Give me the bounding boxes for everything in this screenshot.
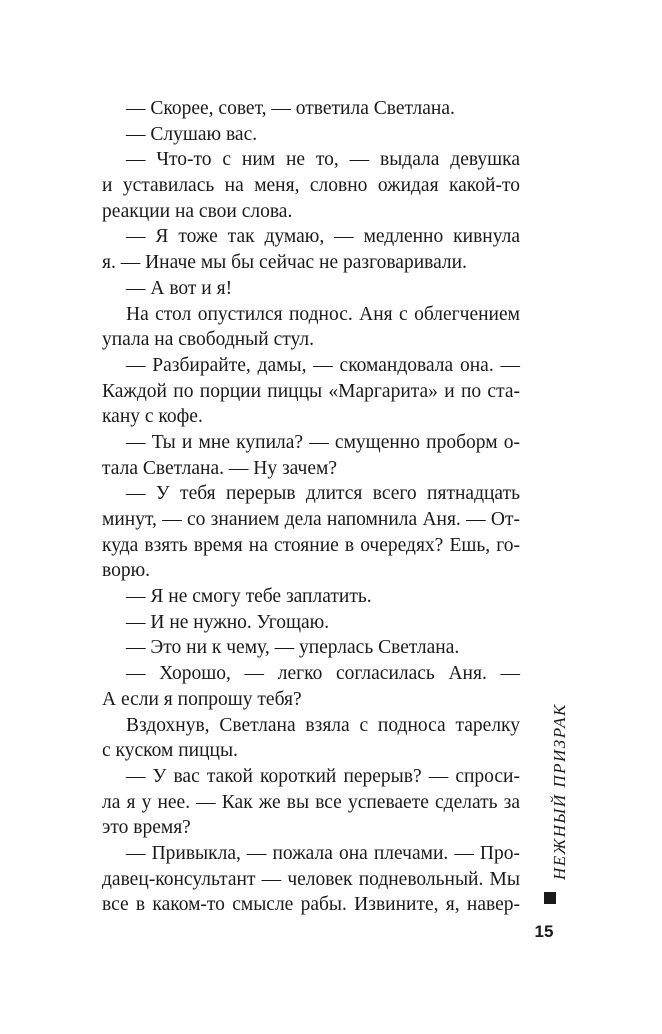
text-line: — Я не смогу тебе заплатить. — [126, 586, 372, 608]
text-line: — Скорее, совет, — ответила Светлана. — [126, 98, 455, 119]
text-line: кану с кофе. — [102, 406, 203, 428]
text-line: — И не нужно. Угощаю. — [126, 611, 330, 633]
text-line: ла я у нее. — Как же вы все успеваете сделать за — [102, 791, 520, 813]
text-line: куда взять время на стояние в очередях? Ешь, го- — [102, 534, 520, 556]
text-line: упала на свободный стул. — [102, 329, 315, 351]
text-line: давец-консультант — человек подневольный. Мы — [102, 868, 520, 890]
running-title: НЕЖНЫЙ ПРИЗРАК — [550, 703, 569, 880]
text-line: реакции на свои слова. — [102, 200, 293, 222]
text-line: и уставилась на меня, словно ожидая какой-то — [102, 175, 520, 197]
text-line: это время? — [102, 817, 191, 839]
square-marker-icon — [544, 892, 556, 904]
text-line: Каждой по порции пиццы «Маргарита» и по ста- — [102, 380, 520, 402]
page-number: 15 — [534, 922, 554, 941]
body-text — [102, 96, 520, 918]
text-line: — Слушаю вас. — [126, 123, 258, 145]
text-line: — Я тоже так думаю, — медленно кивнула — [126, 226, 520, 248]
text-line: — Это ни к чему, — уперлась Светлана. — [126, 637, 460, 659]
text-line: Вздохнув, Светлана взяла с подноса тарелку — [126, 714, 520, 736]
text-line: — У вас такой короткий перерыв? — спроси- — [126, 765, 520, 787]
text-line: — Привыкла, — пожала она плечами. — Про- — [126, 842, 520, 864]
text-line: — А вот и я! — [126, 277, 233, 299]
text-line: На стол опустился поднос. Аня с облегчением — [126, 303, 520, 325]
text-line: минут, — со знанием дела напомнила Аня. — От- — [102, 509, 520, 530]
text-line: А если я попрошу тебя? — [102, 688, 302, 710]
text-line: я. — Иначе мы бы сейчас не разговаривали. — [102, 252, 467, 274]
text-line: — У тебя перерыв длится всего пятнадцать — [126, 483, 520, 505]
text-line: тала Светлана. — Ну зачем? — [102, 457, 337, 479]
text-line: — Ты и мне купила? — смущенно проборм о- — [126, 431, 520, 453]
text-line: — Разбирайте, дамы, — скомандовала она. — — [126, 354, 520, 376]
text-line: — Что-то с ним не то, — выдала девушка — [126, 149, 520, 171]
text-line: — Хорошо, — легко согласилась Аня. — — [126, 663, 520, 685]
text-line: ворю. — [102, 560, 151, 582]
text-line: все в каком-то смысле рабы. Извините, я, навер- — [102, 894, 520, 916]
text-line: с куском пиццы. — [102, 740, 238, 762]
